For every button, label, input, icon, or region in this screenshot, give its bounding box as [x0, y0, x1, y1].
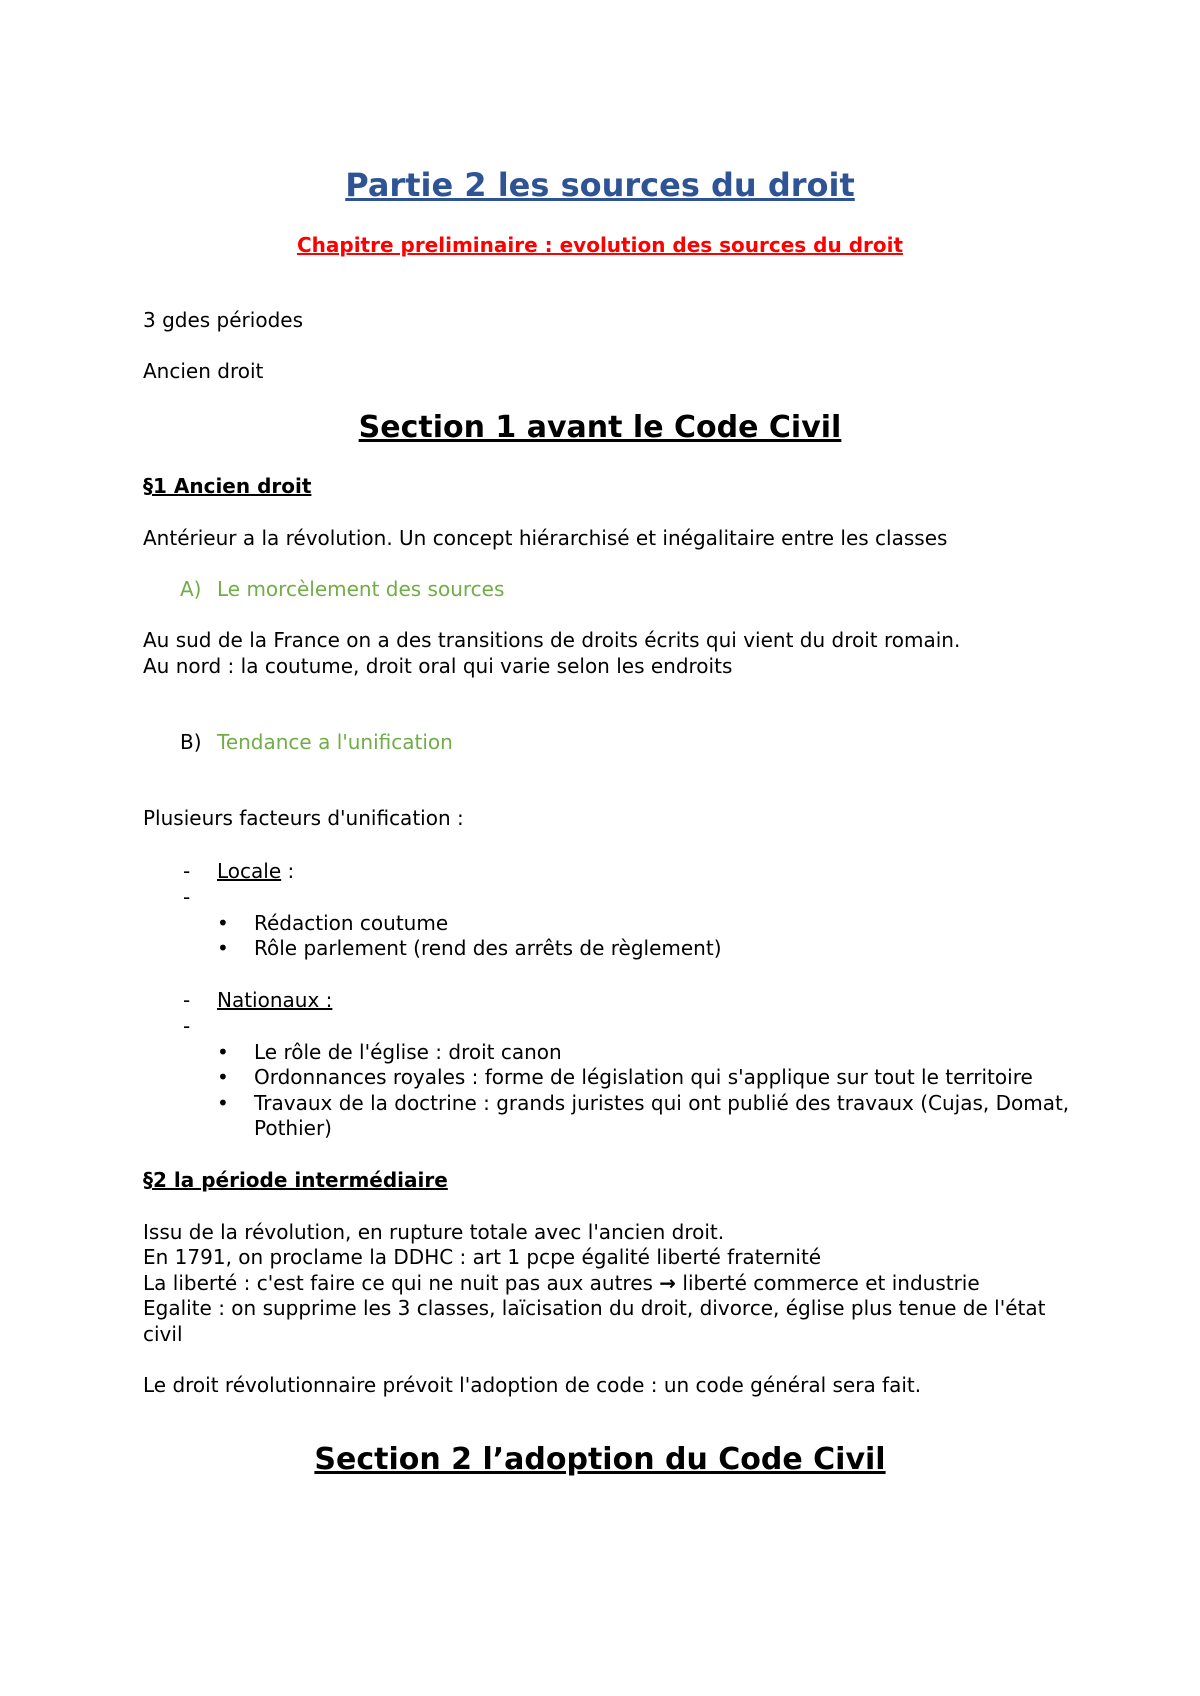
subsection-a-letter: A)	[180, 577, 202, 601]
dash-marker: -	[183, 988, 191, 1012]
paragraph-2-line-1: Issu de la révolution, en rupture totale avec l'ancien droit.	[143, 1220, 725, 1244]
section-2-heading: Section 2 l’adoption du Code Civil	[314, 1442, 886, 1477]
intro-line-1: 3 gdes périodes	[143, 308, 303, 332]
subsection-a-title: Le morcèlement des sources	[217, 577, 505, 601]
paragraph-1-text: Antérieur a la révolution. Un concept hiérarchisé et inégalitaire entre les classes	[143, 526, 948, 550]
subsection-b-letter: B)	[180, 730, 202, 754]
subsection-a-line-1: Au sud de la France on a des transitions de droits écrits qui vient du droit romain.	[143, 628, 961, 652]
paragraph-1-heading: §1 Ancien droit	[143, 474, 312, 498]
paragraph-2-line-4: Egalite : on supprime les 3 classes, laïcisation du droit, divorce, église plus tenue de l'état	[143, 1296, 1046, 1320]
locale-bullet-1: Rédaction coutume	[254, 911, 449, 935]
nationaux-bullet-3-cont: Pothier)	[254, 1116, 332, 1140]
bullet-marker: •	[217, 936, 229, 960]
paragraph-2-line-2: En 1791, on proclame la DDHC : art 1 pcpe égalité liberté fraternité	[143, 1245, 822, 1269]
bullet-marker: •	[217, 1065, 229, 1089]
nationaux-bullet-1: Le rôle de l'église : droit canon	[254, 1040, 562, 1064]
nationaux-label: Nationaux :	[217, 988, 333, 1012]
paragraph-2-line-3	[143, 1271, 980, 1295]
chapter-heading: Chapitre preliminaire : evolution des sources du droit	[296, 233, 904, 257]
paragraph-2-conclusion: Le droit révolutionnaire prévoit l'adoption de code : un code général sera fait.	[143, 1373, 922, 1397]
nationaux-bullet-3: Travaux de la doctrine : grands juristes qui ont publié des travaux (Cujas, Domat,	[254, 1091, 1070, 1115]
subsection-b-title: Tendance a l'unification	[217, 730, 453, 754]
locale-label: Locale	[217, 859, 282, 883]
locale-bullet-2: Rôle parlement (rend des arrêts de règlement)	[254, 936, 722, 960]
document-title: Partie 2 les sources du droit	[345, 166, 855, 204]
dash-marker: -	[183, 859, 191, 883]
intro-line-2: Ancien droit	[143, 359, 264, 383]
locale-label-line	[217, 859, 294, 883]
section-1-heading: Section 1 avant le Code Civil	[358, 410, 842, 445]
arrow-right-icon: →	[659, 1271, 677, 1295]
dash-marker: -	[183, 1014, 191, 1038]
bullet-marker: •	[217, 911, 229, 935]
bullet-marker: •	[217, 1091, 229, 1115]
nationaux-bullet-2: Ordonnances royales : forme de législation qui s'applique sur tout le territoire	[254, 1065, 1033, 1089]
subsection-a-line-2: Au nord : la coutume, droit oral qui varie selon les endroits	[143, 654, 733, 678]
paragraph-2-line-5: civil	[143, 1322, 183, 1346]
locale-suffix: :	[281, 859, 295, 883]
factors-intro: Plusieurs facteurs d'unification :	[143, 806, 464, 830]
liberty-definition: La liberté : c'est faire ce qui ne nuit pas aux autres	[143, 1271, 653, 1295]
dash-marker: -	[183, 885, 191, 909]
liberty-consequence: liberté commerce et industrie	[682, 1271, 980, 1295]
paragraph-2-heading: §2 la période intermédiaire	[143, 1168, 448, 1192]
bullet-marker: •	[217, 1040, 229, 1064]
